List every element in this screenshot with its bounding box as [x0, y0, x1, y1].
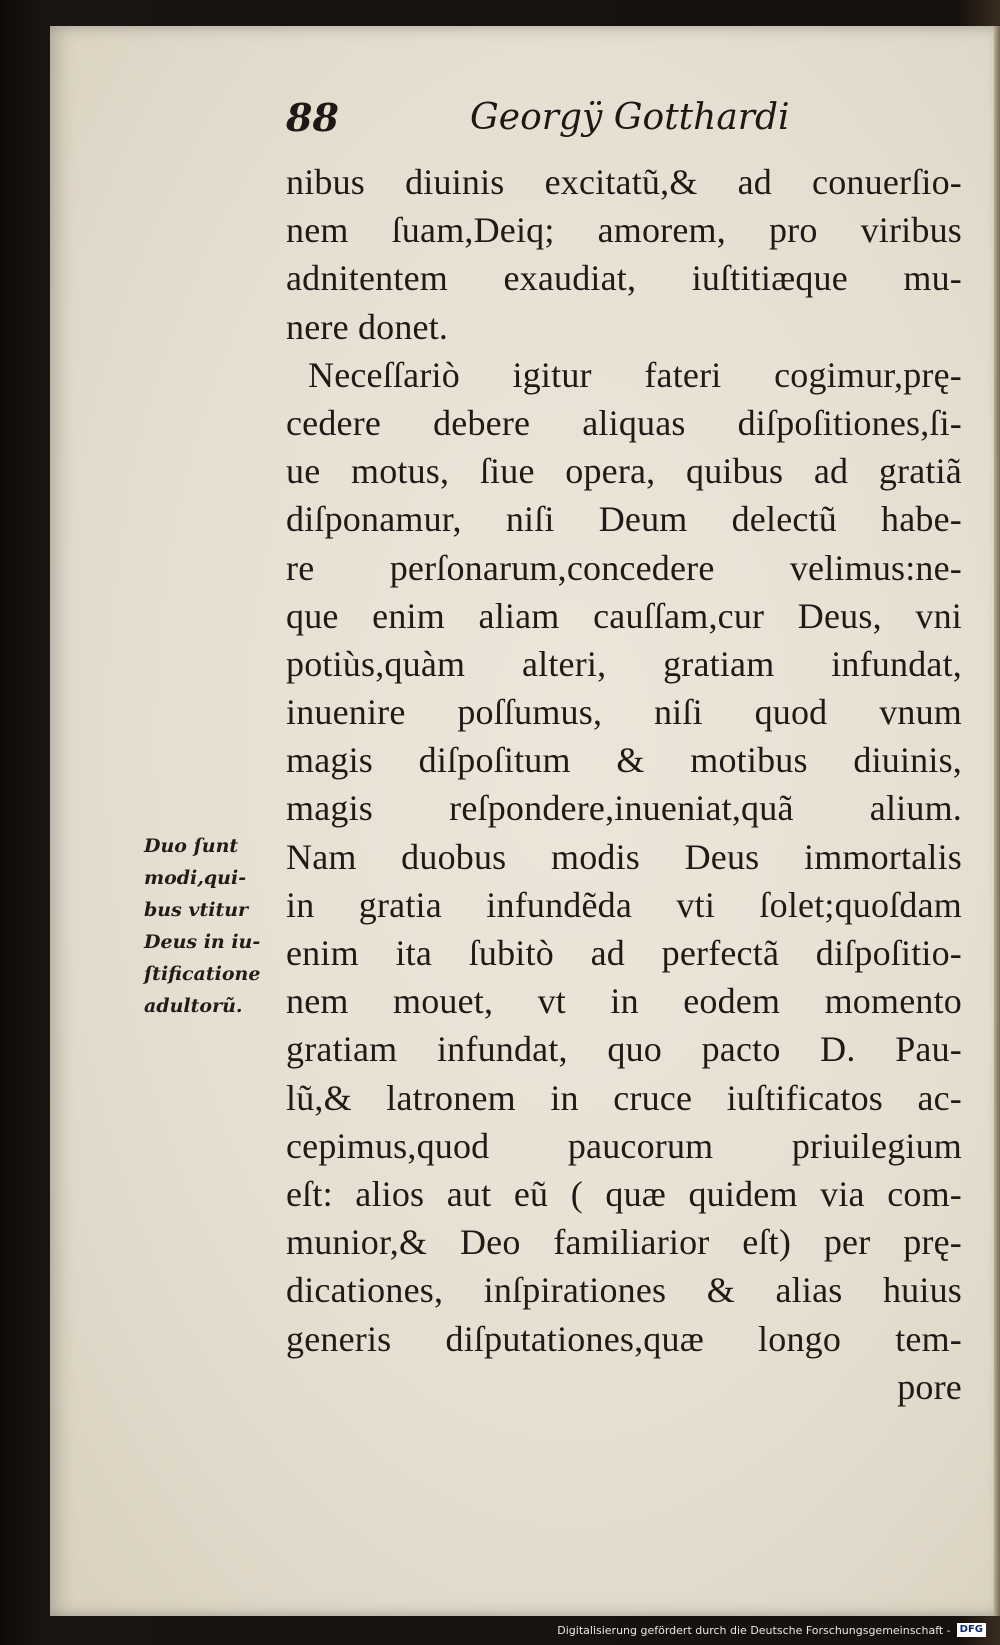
page-edge — [994, 26, 1000, 1616]
text-line: cepimus,quod paucorum priuilegium — [286, 1125, 962, 1166]
text-line: dicationes, inſpirationes & alias huius — [286, 1270, 962, 1311]
text-line: inuenire poſſumus, niſi quod vnum — [286, 692, 962, 733]
catchword: pore — [897, 1366, 962, 1407]
page-header — [0, 95, 1000, 155]
footer-credit: Digitalisierung gefördert durch die Deutsche Forschungsgemeinschaft - — [557, 1623, 951, 1637]
margin-note-line: Deus in iu- — [144, 931, 261, 953]
page-number: 88 — [286, 95, 339, 140]
text-line: in gratia infundẽda vti ſolet;quoſdam — [286, 884, 962, 925]
text-line: magis diſpoſitum & motibus diuinis, — [286, 740, 962, 781]
running-head: Georgÿ Gotthardi — [470, 97, 790, 138]
margin-note — [144, 830, 274, 1022]
text-line: Nam duobus modis Deus immortalis — [286, 836, 962, 877]
body-text — [286, 158, 962, 1411]
text-line: que enim aliam cauſſam,cur Deus, vni — [286, 595, 962, 636]
margin-note-line: bus vtitur — [144, 899, 249, 921]
text-line: magis reſpondere,inueniat,quã alium. — [286, 788, 962, 829]
margin-note-line: ſtificatione — [144, 963, 261, 985]
text-line: enim ita ſubitò ad perfectã diſpoſitio- — [286, 933, 962, 973]
text-line: munior,& Deo familiarior eſt) per prę- — [286, 1222, 962, 1263]
margin-note-line: Duo ſunt — [144, 835, 239, 857]
text-line: cedere debere aliquas diſpoſitiones,ſi- — [286, 402, 962, 443]
text-line: nere donet. — [286, 306, 449, 347]
text-line: eſt: alios aut eũ ( quæ quidem via com- — [286, 1173, 962, 1214]
text-line: re perſonarum,concedere velimus:ne- — [286, 547, 962, 588]
text-line: ue motus, ſiue opera, quibus ad gratiã — [286, 451, 962, 492]
text-line: potiùs,quàm alteri, gratiam infundat, — [286, 643, 962, 684]
digitization-credit — [557, 1619, 986, 1641]
text-line: nibus diuinis excitatũ,& ad conuerſio- — [286, 162, 962, 202]
text-line: gratiam infundat, quo pacto D. Pau- — [286, 1029, 962, 1070]
text-line: Neceſſariò igitur fateri cogimur,prę- — [308, 354, 962, 395]
margin-note-line: modi,qui- — [144, 867, 247, 889]
text-line: nem mouet, vt in eodem momento — [286, 981, 962, 1022]
dfg-logo: DFG — [957, 1623, 986, 1637]
text-line: nem ſuam,Deiq; amorem, pro viribus — [286, 210, 962, 251]
text-line: diſponamur, niſi Deum delectũ habe- — [286, 499, 962, 540]
margin-note-line: adultorũ. — [144, 995, 243, 1017]
text-line: generis diſputationes,quæ longo tem- — [286, 1318, 962, 1359]
text-line: lũ,& latronem in cruce iuſtificatos ac- — [286, 1077, 962, 1118]
text-line: adnitentem exaudiat, iuſtitiæque mu- — [286, 258, 962, 299]
